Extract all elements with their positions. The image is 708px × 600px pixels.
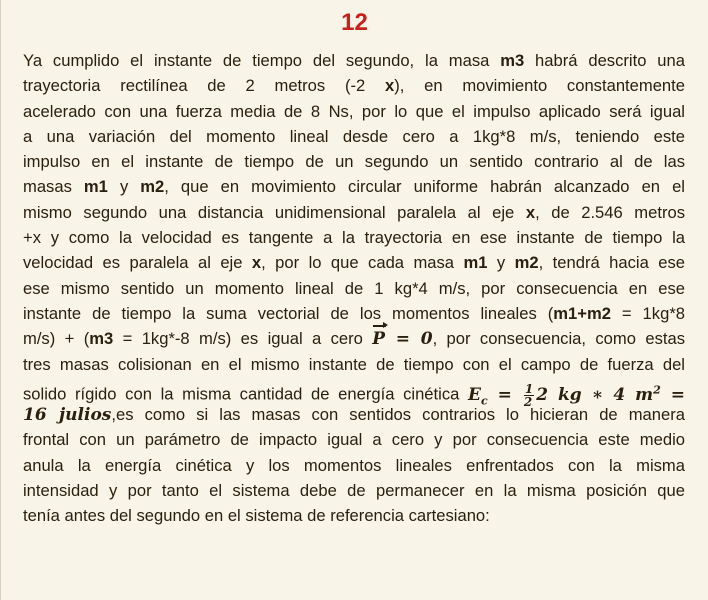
text-line: tenía antes del segundo en el sistema de referencia cartesiano: [23, 506, 490, 526]
text-line: m/s) + (m3 = 1kg*-8 m/s) es igual a cero P = 0, por consecuencia, como estas [23, 326, 685, 351]
text-line: solido rígido con la misma cantidad de energía cinética $E_c$ = $\frac{1}{2}$ 2 kg ∗ 4 $m^2$ = [23, 381, 686, 409]
text-line: mismo segundo una distancia unidimensional paralela al eje x, de 2.546 metros [23, 202, 685, 222]
text-line: velocidad es paralela al eje x, por lo que cada masa m1 y m2, tendrá hacia ese [23, 253, 685, 273]
text-line: trayectoria rectilínea de 2 metros (-2 x), en movimiento constantemente [23, 76, 686, 96]
section-number: 12 [341, 9, 368, 36]
text-line: impulso en el instante de tiempo de un segundo un sentido contrario al de las [23, 152, 685, 172]
text-line: anula la energía cinética y los momentos lineales enfrentados con la misma [23, 455, 685, 475]
text-line: ese mismo sentido un momento lineal de 1 kg*4 m/s, por consecuencia en ese [23, 278, 685, 298]
energy-result: 16 julios [23, 405, 112, 426]
text-line: acelerado con una fuerza media de 8 Ns, por lo que el impulso aplicado será igual [23, 101, 685, 121]
body-paragraph [23, 48, 685, 529]
text-line: Ya cumplido el instante de tiempo del segundo, la masa m3 habrá descrito una [23, 51, 685, 70]
momentum-equation: P = 0 [372, 329, 432, 349]
text-line: intensidad y por tanto el sistema debe de permanecer en la misma posición que [23, 481, 685, 501]
text-line: masas m1 y m2, que en movimiento circular uniforme habrán alcanzado en el [23, 177, 685, 197]
fraction: $\frac{1}{2}$ [523, 381, 534, 409]
text-line: instante de tiempo la suma vectorial de los momentos lineales (m1+m2 = 1kg*8 [23, 303, 685, 323]
text-line: tres masas colisionan en el mismo instante de tiempo con el campo de fuerza del [23, 354, 685, 374]
text-line: frontal con un parámetro de impacto igual a cero y por consecuencia este medio [23, 430, 685, 450]
vector-arrow: P [372, 327, 385, 352]
text-line: a una variación del momento lineal desde cero a 1kg*8 m/s, teniendo este [23, 126, 685, 146]
text-line: 16 julios,es como si las masas con sentidos contrarios lo hicieran de manera [23, 405, 685, 426]
text-line: +x y como la velocidad es tangente a la trayectoria en ese instante de tiempo la [23, 228, 685, 248]
kinetic-energy-equation: $E_c$ = $\frac{1}{2}$ 2 kg ∗ 4 $m^2$ = [468, 381, 686, 409]
